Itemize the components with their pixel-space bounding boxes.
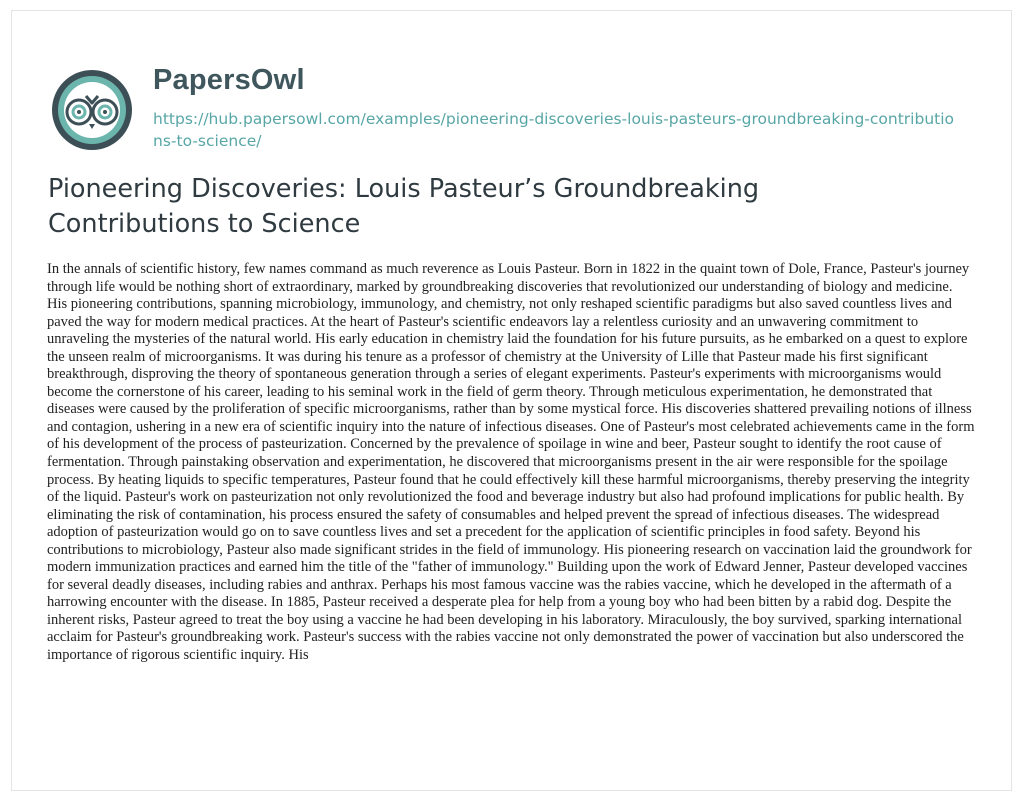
article-title: Pioneering Discoveries: Louis Pasteur’s Groundbreaking Contributions to Science	[48, 174, 760, 239]
document-header	[46, 58, 976, 158]
article-body: In the annals of scientific history, few names command as much reverence as Louis Pasteur. Born in 1822 in the quaint town of Dole, France, Pasteur's journey through life would be nothing short of extraordinary, marked by groundbreaking discoveries that revolutionized our understanding of biology and medicine. His pioneering contributions, spanning microbiology, immunology, and chemistry, not only reshaped scientific paradigms but also saved countless lives and paved the way for modern medical practices. At the heart of Pasteur's scientific endeavors lay a relentless curiosity and an unwavering commitment to unraveling the mysteries of the natural world. His early education in chemistry laid the foundation for his future pursuits, as he embarked on a quest to explore the unseen realm of microorganisms. It was during his tenure as a professor of chemistry at the University of Lille that Pasteur made his first significant breakthrough, disproving the theory of spontaneous generation through a series of elegant experiments. Pasteur's experiments with microorganisms would become the cornerstone of his career, leading to his seminal work in the field of germ theory. Through meticulous experimentation, he demonstrated that diseases were caused by the proliferation of specific microorganisms, rather than by some mystical force. His discoveries shattered prevailing notions of illness and contagion, ushering in a new era of scientific inquiry into the nature of infectious diseases. One of Pasteur's most celebrated achievements came in the form of his development of the process of pasteurization. Concerned by the prevalence of spoilage in wine and beer, Pasteur sought to identify the root cause of fermentation. Through painstaking observation and experimentation, he discovered that microorganisms present in the air were responsible for the spoilage process. By heating liquids to specific temperatures, Pasteur found that he could effectively kill these harmful microorganisms, thereby preserving the integrity of the liquid. Pasteur's work on pasteurization not only revolutionized the food and beverage industry but also had profound implications for public health. By eliminating the risk of contamination, his process ensured the safety of consumables and helped prevent the spread of infectious diseases. The widespread adoption of pasteurization would go on to save countless lives and set a precedent for the application of scientific principles in food safety. Beyond his contributions to microbiology, Pasteur also made significant strides in the field of immunology. His pioneering research on vaccination laid the groundwork for modern immunization practices and earned him the title of the "father of immunology." Building upon the work of Edward Jenner, Pasteur developed vaccines for several deadly diseases, including rabies and anthrax. Perhaps his most famous vaccine was the rabies vaccine, which he developed in the aftermath of a harrowing encounter with the disease. In 1885, Pasteur received a desperate plea for help from a young boy who had been bitten by a rabid dog. Despite the inherent risks, Pasteur agreed to treat the boy using a vaccine he had been developing in his laboratory. Miraculously, the boy survived, sparking international acclaim for Pasteur's groundbreaking work. Pasteur's success with the rabies vaccine not only demonstrated the power of vaccination but also underscored the importance of rigorous scientific inquiry. His	[47, 261, 975, 664]
owl-eyes-icon	[46, 66, 142, 152]
brand-name: PapersOwl	[153, 64, 305, 96]
source-url-link[interactable]: https://hub.papersowl.com/examples/pioneering-discoveries-louis-pasteurs-groundbreaking-contributions-to-science/	[153, 110, 955, 150]
